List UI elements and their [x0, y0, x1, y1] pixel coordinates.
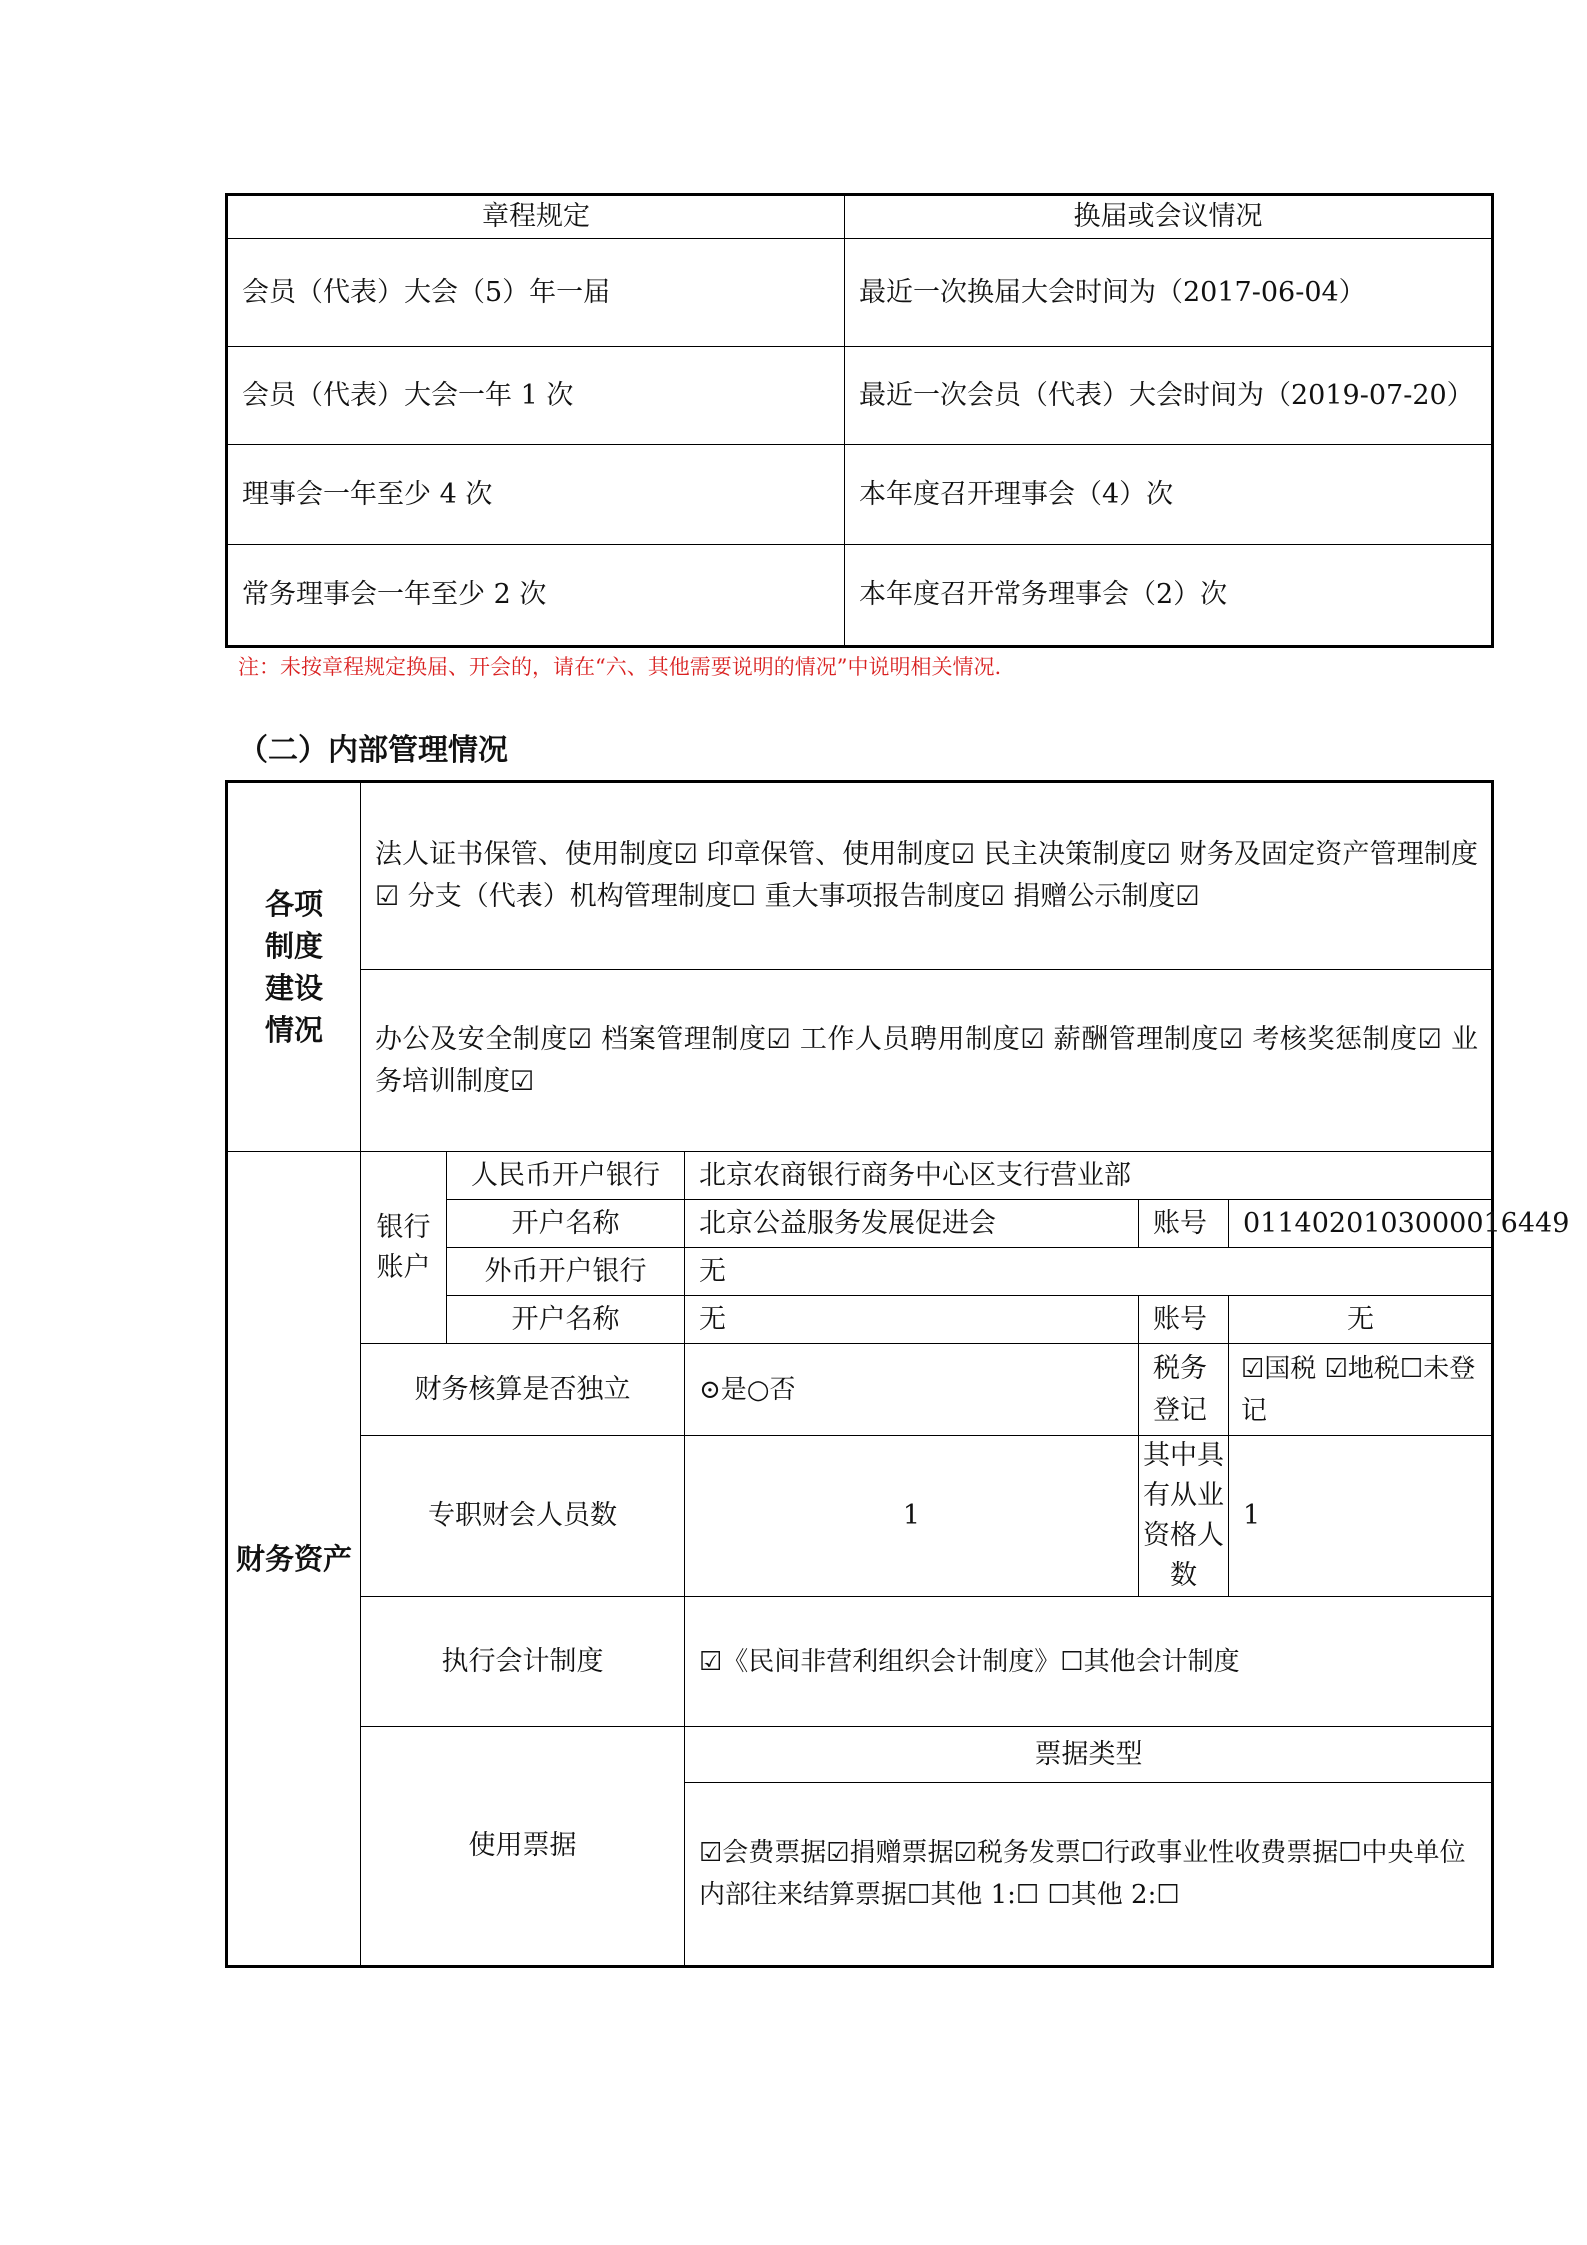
- independent-label: 财务核算是否独立: [361, 1344, 685, 1436]
- ticket-type-title: 票据类型: [685, 1727, 1493, 1783]
- account-name-label: 开户名称: [447, 1296, 685, 1344]
- tax-value: ☑国税 ☑地税☐未登记: [1229, 1344, 1493, 1436]
- staff-value: 1: [685, 1436, 1139, 1597]
- rmb-account-name: 北京公益服务发展促进会: [685, 1200, 1139, 1248]
- header-charter: 章程规定: [227, 195, 845, 239]
- meeting-status: 本年度召开理事会（4）次: [845, 445, 1493, 545]
- rmb-bank-label: 人民币开户银行: [447, 1152, 685, 1200]
- account-no-label: 账号: [1139, 1296, 1229, 1344]
- header-meetings: 换届或会议情况: [845, 195, 1493, 239]
- finance-label: 财务资产: [227, 1152, 361, 1967]
- fx-bank-label: 外币开户银行: [447, 1248, 685, 1296]
- fx-account-name: 无: [685, 1296, 1139, 1344]
- systems-list-2: 办公及安全制度☑ 档案管理制度☑ 工作人员聘用制度☑ 薪酬管理制度☑ 考核奖惩制度☑ 业务培训制度☑: [361, 970, 1493, 1152]
- charter-rule: 会员（代表）大会一年 1 次: [227, 347, 845, 445]
- section-title: （二）内部管理情况: [238, 733, 508, 768]
- systems-list-1: 法人证书保管、使用制度☑ 印章保管、使用制度☑ 民主决策制度☑ 财务及固定资产管理制度☑ 分支（代表）机构管理制度☐ 重大事项报告制度☑ 捐赠公示制度☑: [361, 782, 1493, 970]
- ticket-label: 使用票据: [361, 1727, 685, 1967]
- account-no-label: 账号: [1139, 1200, 1229, 1248]
- independent-value: ⊙是○否: [685, 1344, 1139, 1436]
- meeting-status: 最近一次换届大会时间为（2017-06-04）: [845, 239, 1493, 347]
- charter-rule: 常务理事会一年至少 2 次: [227, 545, 845, 647]
- ticket-types: ☑会费票据☑捐赠票据☑税务发票☐行政事业性收费票据☐中央单位内部往来结算票据☐其他 1:☐ ☐其他 2:☐: [685, 1783, 1493, 1967]
- internal-management-table: [225, 780, 1570, 1968]
- tax-label: 税务登记: [1139, 1344, 1229, 1436]
- meeting-table: [225, 193, 1494, 648]
- meeting-status: 本年度召开常务理事会（2）次: [845, 545, 1493, 647]
- fx-account-no: 无: [1229, 1296, 1493, 1344]
- meeting-status: 最近一次会员（代表）大会时间为（2019-07-20）: [845, 347, 1493, 445]
- bank-account-label: 银行 账户: [361, 1152, 447, 1344]
- note-text: 注：未按章程规定换届、开会的，请在“六、其他需要说明的情况”中说明相关情况.: [238, 655, 1002, 679]
- staff-label: 专职财会人员数: [361, 1436, 685, 1597]
- fx-bank-value: 无: [685, 1248, 1493, 1296]
- accounting-label: 执行会计制度: [361, 1597, 685, 1727]
- rmb-bank-value: 北京农商银行商务中心区支行营业部: [685, 1152, 1493, 1200]
- qualified-label: 其中具有从业资格人数: [1139, 1436, 1229, 1597]
- systems-label: 各项 制度 建设 情况: [227, 782, 361, 1152]
- accounting-value: ☑《民间非营利组织会计制度》☐其他会计制度: [685, 1597, 1493, 1727]
- qualified-value: 1: [1229, 1436, 1493, 1597]
- account-name-label: 开户名称: [447, 1200, 685, 1248]
- charter-rule: 会员（代表）大会（5）年一届: [227, 239, 845, 347]
- charter-rule: 理事会一年至少 4 次: [227, 445, 845, 545]
- rmb-account-no: 0114020103000016449: [1229, 1200, 1493, 1248]
